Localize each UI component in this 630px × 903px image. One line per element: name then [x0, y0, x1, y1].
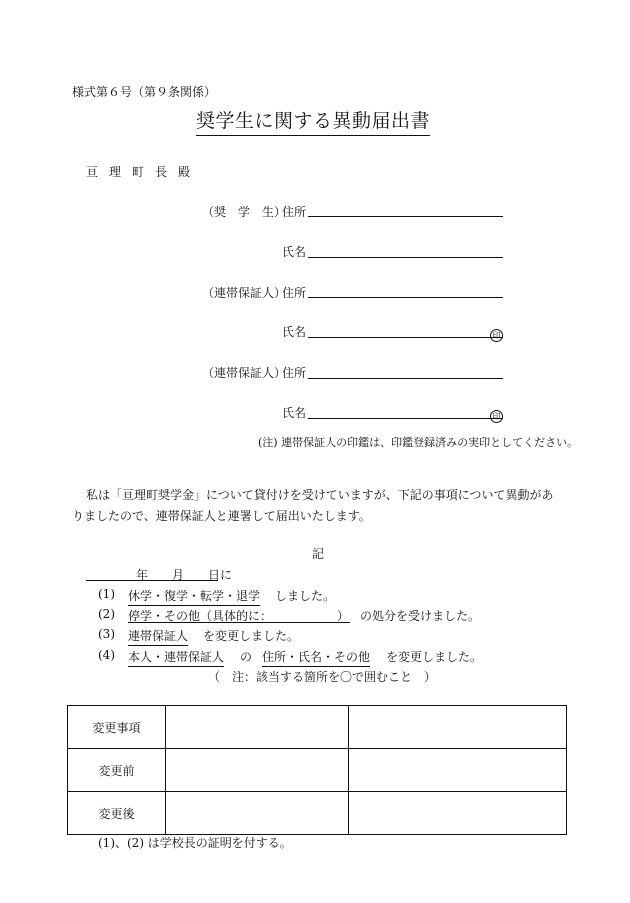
guarantor1-name-label: 氏名: [282, 325, 307, 339]
item2-close: ）: [337, 609, 350, 623]
row-label-before: 変更前: [68, 749, 166, 792]
item4-fields[interactable]: 住所・氏名・その他: [262, 648, 370, 667]
guarantor2-seal-icon: 印: [490, 404, 503, 423]
record-heading: 記: [312, 547, 325, 561]
guarantor2-name-field[interactable]: [308, 418, 503, 419]
student-address-field[interactable]: [308, 216, 503, 217]
student-name-field[interactable]: [308, 257, 503, 258]
circle-instruction: （ 注：該当する箇所を〇で囲むこと ）: [208, 670, 437, 684]
addressee: 亘理町長殿: [86, 165, 202, 179]
guarantor2-label: （連帯保証人）: [202, 366, 287, 380]
student-label: （奨 学 生）: [202, 205, 287, 219]
table-cell[interactable]: [166, 706, 349, 749]
item2-number: (2): [98, 607, 115, 621]
change-table: [67, 705, 567, 835]
day-label: 日に: [208, 568, 233, 582]
student-address-label: 住所: [282, 205, 307, 219]
row-label-change-item: 変更事項: [68, 706, 166, 749]
table-cell[interactable]: [166, 792, 349, 835]
seal-note: (注) 連帯保証人の印鑑は、印鑑登録済みの実印としてください。: [258, 436, 579, 449]
guarantor1-name-field[interactable]: [308, 337, 503, 338]
footnote: (1)、(2) は学校長の証明を付する。: [98, 836, 292, 850]
year-label: 年: [136, 568, 149, 582]
item2-detail-field[interactable]: [128, 622, 350, 623]
month-label: 月: [172, 568, 185, 582]
student-name-label: 氏名: [282, 245, 307, 259]
guarantor1-label: （連帯保証人）: [202, 286, 287, 300]
table-row: [68, 792, 567, 835]
table-cell[interactable]: [349, 792, 567, 835]
item3-number: (3): [98, 627, 115, 641]
guarantor1-address-label: 住所: [282, 286, 307, 300]
item1-number: (1): [98, 587, 115, 601]
item4-no: の: [240, 650, 253, 664]
item3-suffix: を変更しました。: [203, 629, 300, 643]
item2-options: 停学・その他（具体的に：: [128, 609, 273, 623]
date-field[interactable]: [86, 580, 218, 581]
table-cell[interactable]: [349, 706, 567, 749]
guarantor1-seal-icon: 印: [490, 323, 503, 342]
guarantor2-address-field[interactable]: [308, 378, 503, 379]
row-label-after: 変更後: [68, 792, 166, 835]
body-line-2: りましたので、連帯保証人と連署して届出いたします。: [72, 509, 371, 523]
table-cell[interactable]: [349, 749, 567, 792]
body-line-1: 私は「亘理町奨学金」について貸付けを受けていますが、下記の事項について異動があ: [86, 488, 554, 502]
table-row: [68, 749, 567, 792]
item4-number: (4): [98, 648, 115, 662]
item3-target[interactable]: 連帯保証人: [128, 627, 188, 646]
item1-suffix: しました。: [275, 589, 336, 603]
table-row: [68, 706, 567, 749]
item4-target[interactable]: 本人・連帯保証人: [128, 648, 224, 667]
page-title: 奨学生に関する異動届出書: [196, 106, 430, 136]
guarantor2-address-label: 住所: [282, 366, 307, 380]
form-number: 様式第６号（第９条関係）: [72, 85, 217, 99]
item1-options[interactable]: 休学・復学・転学・退学: [128, 587, 260, 606]
guarantor2-name-label: 氏名: [282, 406, 307, 420]
guarantor1-address-field[interactable]: [308, 297, 503, 298]
table-cell[interactable]: [166, 749, 349, 792]
item2-suffix: の処分を受けました。: [360, 609, 481, 623]
item4-suffix: を変更しました。: [386, 650, 483, 664]
